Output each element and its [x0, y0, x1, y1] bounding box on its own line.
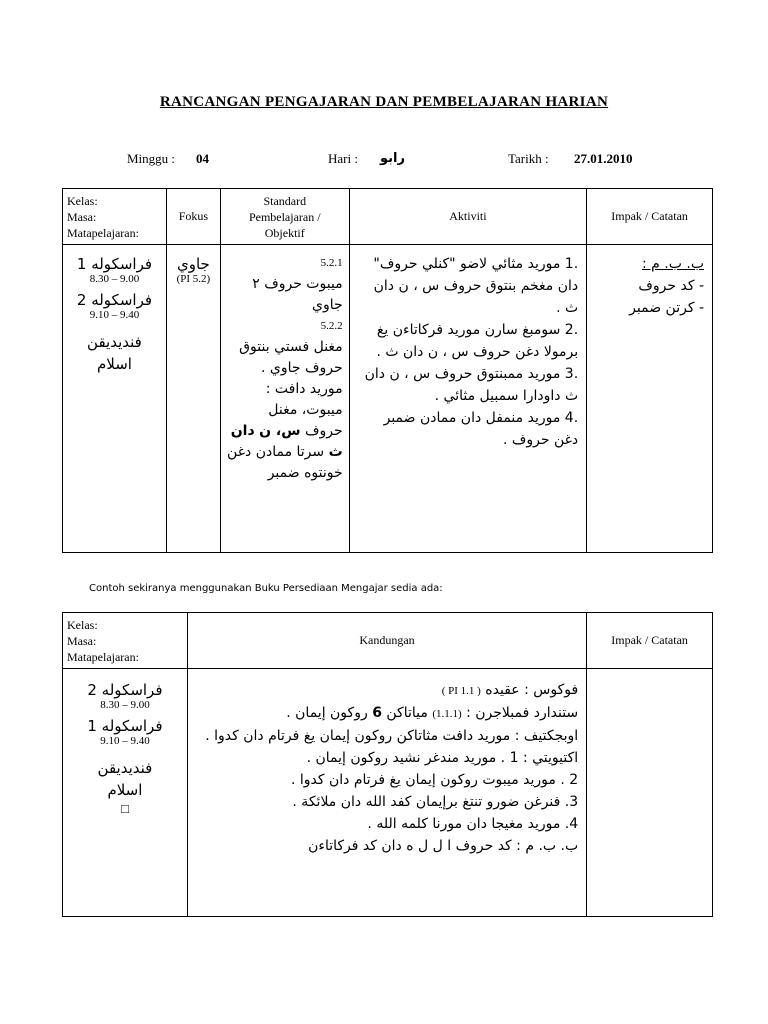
- fokus-main: جاوي: [176, 255, 210, 273]
- kandungan-bbm: ب. ب. م : كد حروف ا ل ل ه دان كد فركاتاءن: [308, 838, 579, 854]
- class2-1-label: فراسكوله 2: [87, 681, 163, 699]
- aktiviti-item-4: .4 موريد منمفل دان ممادن ضمبر دغن حروف .: [383, 410, 579, 448]
- tarikh-value: 27.01.2010: [574, 151, 633, 166]
- sample-plan-table: [62, 612, 713, 917]
- class1-label: فراسكوله 1: [76, 255, 153, 273]
- hari-value: رابو: [380, 151, 405, 166]
- aktiviti-item-3: .3 موريد ممبنتوق حروف س ، ن دان ث داودارا سمبيل مثائي .: [364, 366, 579, 404]
- standard-bold-2: ث: [328, 444, 343, 460]
- aktiviti-item-2: .2 سومبغ سارن موريد فركاتاءن يغ برمولا دغن حروف س ، ن دان ث .: [376, 322, 579, 360]
- header2-kelas: Kelas: Masa: Matapelajaran:: [63, 613, 188, 669]
- header-aktiviti: Aktiviti: [349, 189, 587, 245]
- placeholder-glyph: □: [121, 801, 129, 816]
- subject-label: فنديديقن اسلام: [87, 333, 142, 373]
- kandungan-objektif: اوبجكتيف : موريد دافت مثاتاكن روكون إيمان يغ فرتام دان كدوا .: [205, 728, 579, 744]
- impak-line-2: - كد حروف: [638, 278, 704, 294]
- aktiviti-cell: [349, 245, 587, 553]
- impak-cell: [587, 245, 713, 553]
- class2-label: فراسكوله 2: [76, 291, 153, 309]
- header-impak: Impak / Catatan: [587, 189, 713, 245]
- fokus-code: (PI 5.2): [176, 273, 211, 285]
- kelas2-cell: [63, 669, 188, 917]
- kelas-cell: [63, 245, 167, 553]
- standard-code-1: 5.2.1: [320, 257, 343, 269]
- header-kelas: Kelas: Masa: Matapelajaran:: [63, 189, 167, 245]
- kandungan-fokus: فوكوس : عقيده ( PI 1.1 ): [441, 682, 579, 698]
- class1-time: 8.30 – 9.00: [89, 273, 140, 285]
- hari-label: Hari :: [328, 151, 358, 166]
- tarikh-label: Tarikh :: [508, 151, 549, 166]
- note-text: Contoh sekiranya menggunakan Buku Persediaan Mengajar sedia ada:: [89, 583, 443, 594]
- impak-line-3: - كرتن ضمبر: [629, 300, 704, 316]
- kandungan-aktiviti-1: اكتيويتي : 1 . موريد مندغر نشيد روكون إيمان .: [306, 750, 579, 766]
- kandungan-cell: [187, 669, 586, 917]
- standard-text-2: مغنل فستي بنتوق حروف جاوي . موريد دافت : ميبوت، مغنل حروف س، ن دان ث سرتا ممادن دغن خونتوه ضمبر: [227, 339, 343, 481]
- kandungan-aktiviti-3: 3. فنرغن ضورو تنتغ برإيمان كفد الله دان ملائكة .: [292, 794, 579, 810]
- class2-time: 9.10 – 9.40: [89, 309, 140, 321]
- kandungan-standard: ستندارد فمبلاجرن : (1.1.1) مياتاكن 6 روكون إيمان .: [286, 705, 579, 721]
- header-standard: Standard Pembelajaran / Objektif: [220, 189, 349, 245]
- class2-1-time: 8.30 – 9.00: [100, 699, 150, 711]
- impak2-cell: [587, 669, 713, 917]
- lesson-plan-table: [62, 188, 713, 553]
- minggu-value: 04: [196, 151, 209, 166]
- header2-impak: Impak / Catatan: [587, 613, 713, 669]
- header-kandungan: Kandungan: [187, 613, 586, 669]
- standard-mid: دان: [230, 423, 255, 439]
- subject2-label: فنديديقن اسلام: [97, 759, 153, 799]
- standard-code-2: 5.2.2: [320, 320, 343, 332]
- header-fokus: Fokus: [166, 189, 220, 245]
- aktiviti-item-1: .1 موريد مثائي لاضو "كنلي حروف" دان مغخم بنتوق حروف س ، ن دان ث .: [373, 256, 579, 316]
- class2-2-label: فراسكوله 1: [87, 717, 163, 735]
- standard-cell: [220, 245, 349, 553]
- standard-text-1: ميبوت حروف ٢ جاوي: [252, 276, 343, 313]
- kandungan-aktiviti-4: 4. موريد مغيجا دان مورنا كلمه الله .: [367, 816, 579, 832]
- kandungan-aktiviti-2: 2 . موريد ميبوت روكون إيمان يغ فرتام دان كدوا .: [290, 772, 579, 788]
- fokus-cell: [166, 245, 220, 553]
- standard-bold-1: س، ن: [259, 423, 301, 439]
- impak-line-1: ب. ب. م :: [642, 256, 704, 272]
- page-title: RANCANGAN PENGAJARAN DAN PEMBELAJARAN HARIAN: [159, 94, 609, 110]
- class2-2-time: 9.10 – 9.40: [100, 735, 150, 747]
- minggu-label: Minggu :: [127, 151, 176, 166]
